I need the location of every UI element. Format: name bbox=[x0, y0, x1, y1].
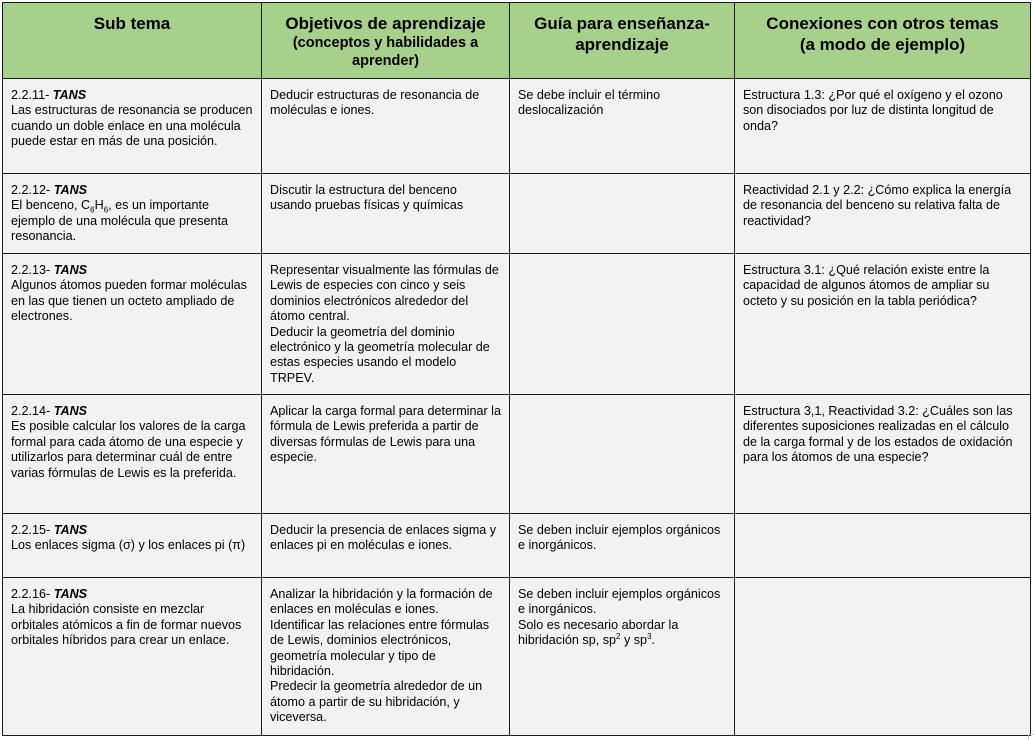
table-row bbox=[3, 514, 1031, 578]
table-row bbox=[3, 174, 1031, 254]
header-subtema: Sub tema bbox=[3, 3, 262, 79]
subtema-code: 2.2.12- bbox=[11, 183, 51, 197]
objetivos-cell bbox=[262, 254, 510, 395]
conexiones-cell bbox=[735, 395, 1031, 514]
guia-cell bbox=[510, 578, 735, 736]
subtema-cell bbox=[3, 254, 262, 395]
subtema-text: Las estructuras de resonancia se producen cuando un doble enlace en una molécula puede estar en más de una posición. bbox=[11, 103, 253, 149]
subtema-cell bbox=[3, 578, 262, 736]
conexiones-cell bbox=[735, 174, 1031, 254]
objective-text: Predecir la geometría alrededor de un átomo a partir de su hibridación, y viceversa. bbox=[270, 679, 483, 725]
conexiones-cell bbox=[735, 578, 1031, 736]
subtema-cell bbox=[3, 174, 262, 254]
objective-text: Deducir la presencia de enlaces sigma y enlaces pi en moléculas e iones. bbox=[270, 523, 497, 553]
objective-text: Discutir la estructura del benceno usando pruebas físicas y químicas bbox=[270, 183, 464, 213]
header-conexiones-line2: (a modo de ejemplo) bbox=[799, 35, 966, 54]
guidance-text: Se debe incluir el término deslocalización bbox=[518, 88, 661, 118]
objetivos-cell bbox=[262, 79, 510, 174]
subtema-tag: TANS bbox=[53, 404, 88, 418]
header-objetivos-sub: (conceptos y habilidades a aprender) bbox=[292, 35, 479, 69]
objetivos-cell bbox=[262, 174, 510, 254]
subtema-text: Los enlaces sigma (σ) y los enlaces pi (π) bbox=[11, 538, 246, 553]
guia-cell bbox=[510, 395, 735, 514]
header-conexiones bbox=[735, 3, 1031, 79]
subtema-code: 2.2.13- bbox=[11, 263, 51, 277]
subtema-text: Algunos átomos pueden formar moléculas en las que tienen un octeto ampliado de electrones. bbox=[11, 278, 247, 324]
table-row bbox=[3, 578, 1031, 736]
subtema-cell bbox=[3, 79, 262, 174]
conexiones-cell bbox=[735, 514, 1031, 578]
table-row bbox=[3, 395, 1031, 514]
curriculum-table bbox=[2, 2, 1031, 736]
subtema-tag: TANS bbox=[53, 263, 88, 277]
objective-text: Aplicar la carga formal para determinar la fórmula de Lewis preferida a partir de diversas fórmulas de Lewis para una especie. bbox=[270, 404, 501, 465]
page-corner-mark bbox=[1028, 734, 1034, 740]
objective-text: Deducir estructuras de resonancia de moléculas e iones. bbox=[270, 88, 480, 118]
guidance-text: Se deben incluir ejemplos orgánicos e inorgánicos. bbox=[518, 523, 721, 553]
connection-text: Reactividad 2.1 y 2.2: ¿Cómo explica la energía de resonancia del benceno su relativa falta de reactividad? bbox=[743, 183, 1012, 228]
subtema-code: 2.2.14- bbox=[11, 404, 51, 418]
guia-cell bbox=[510, 254, 735, 395]
conexiones-cell bbox=[735, 79, 1031, 174]
guia-cell bbox=[510, 514, 735, 578]
table-row bbox=[3, 254, 1031, 395]
guia-cell bbox=[510, 174, 735, 254]
connection-text: Estructura 3.1: ¿Qué relación existe entre la capacidad de algunos átomos de ampliar su octeto y su posición en la tabla periódica? bbox=[743, 263, 990, 308]
header-row bbox=[3, 3, 1031, 79]
connection-text: Estructura 3,1, Reactividad 3.2: ¿Cuáles son las diferentes suposiciones realizadas en el cálculo de la carga formal y de los estados de oxidación para los átomos de una especie? bbox=[743, 404, 1013, 465]
header-objetivos-title: Objetivos de aprendizaje bbox=[285, 14, 486, 33]
subtema-text: Es posible calcular los valores de la carga formal para cada átomo de una especie y utilizarlos para determinar cuál de entre varias fórmulas de Lewis es la preferida. bbox=[11, 419, 246, 480]
conexiones-cell bbox=[735, 254, 1031, 395]
subtema-code: 2.2.15- bbox=[11, 523, 51, 537]
subtema-tag: TANS bbox=[52, 88, 87, 102]
objective-text: Identificar las relaciones entre fórmulas de Lewis, dominios electrónicos, geometría molecular y tipo de hibridación. bbox=[270, 617, 490, 679]
header-guia: Guía para enseñanza-aprendizaje bbox=[510, 3, 735, 79]
objetivos-cell bbox=[262, 514, 510, 578]
objetivos-cell bbox=[262, 578, 510, 736]
connection-text: Estructura 1.3: ¿Por qué el oxígeno y el ozono son disociados por luz de distinta longitud de onda? bbox=[743, 88, 1003, 133]
subtema-text: La hibridación consiste en mezclar orbitales atómicos a fin de formar nuevos orbitales híbridos para crear un enlace. bbox=[11, 602, 242, 648]
subtema-tag: TANS bbox=[53, 523, 88, 537]
header-objetivos bbox=[262, 3, 510, 79]
header-conexiones-line1: Conexiones con otros temas bbox=[766, 14, 999, 33]
guia-cell bbox=[510, 79, 735, 174]
subtema-cell bbox=[3, 514, 262, 578]
table-row bbox=[3, 79, 1031, 174]
objective-text: Representar visualmente las fórmulas de Lewis de especies con cinco y seis dominios electrónicos alrededor del átomo central. bbox=[270, 263, 499, 324]
subtema-text: El benceno, $C_6H_6$, es un importante ejemplo de una molécula que presenta resonancia. bbox=[11, 198, 229, 244]
objective-text: Analizar la hibridación y la formación de enlaces en moléculas e iones. bbox=[270, 587, 493, 617]
subtema-code: 2.2.11- bbox=[11, 88, 50, 102]
guidance-text: Se deben incluir ejemplos orgánicos e inorgánicos. bbox=[518, 587, 721, 617]
guidance-hybridization-text: Solo es necesario abordar la hibridación sp, $sp^2$ y $sp^3$. bbox=[518, 617, 679, 648]
subtema-tag: TANS bbox=[53, 587, 88, 601]
subtema-code: 2.2.16- bbox=[11, 587, 51, 601]
objetivos-cell bbox=[262, 395, 510, 514]
subtema-tag: TANS bbox=[53, 183, 88, 197]
objective-text: Deducir la geometría del dominio electrónico y la geometría molecular de estas especies usando el modelo TRPEV. bbox=[270, 324, 490, 385]
subtema-cell bbox=[3, 395, 262, 514]
